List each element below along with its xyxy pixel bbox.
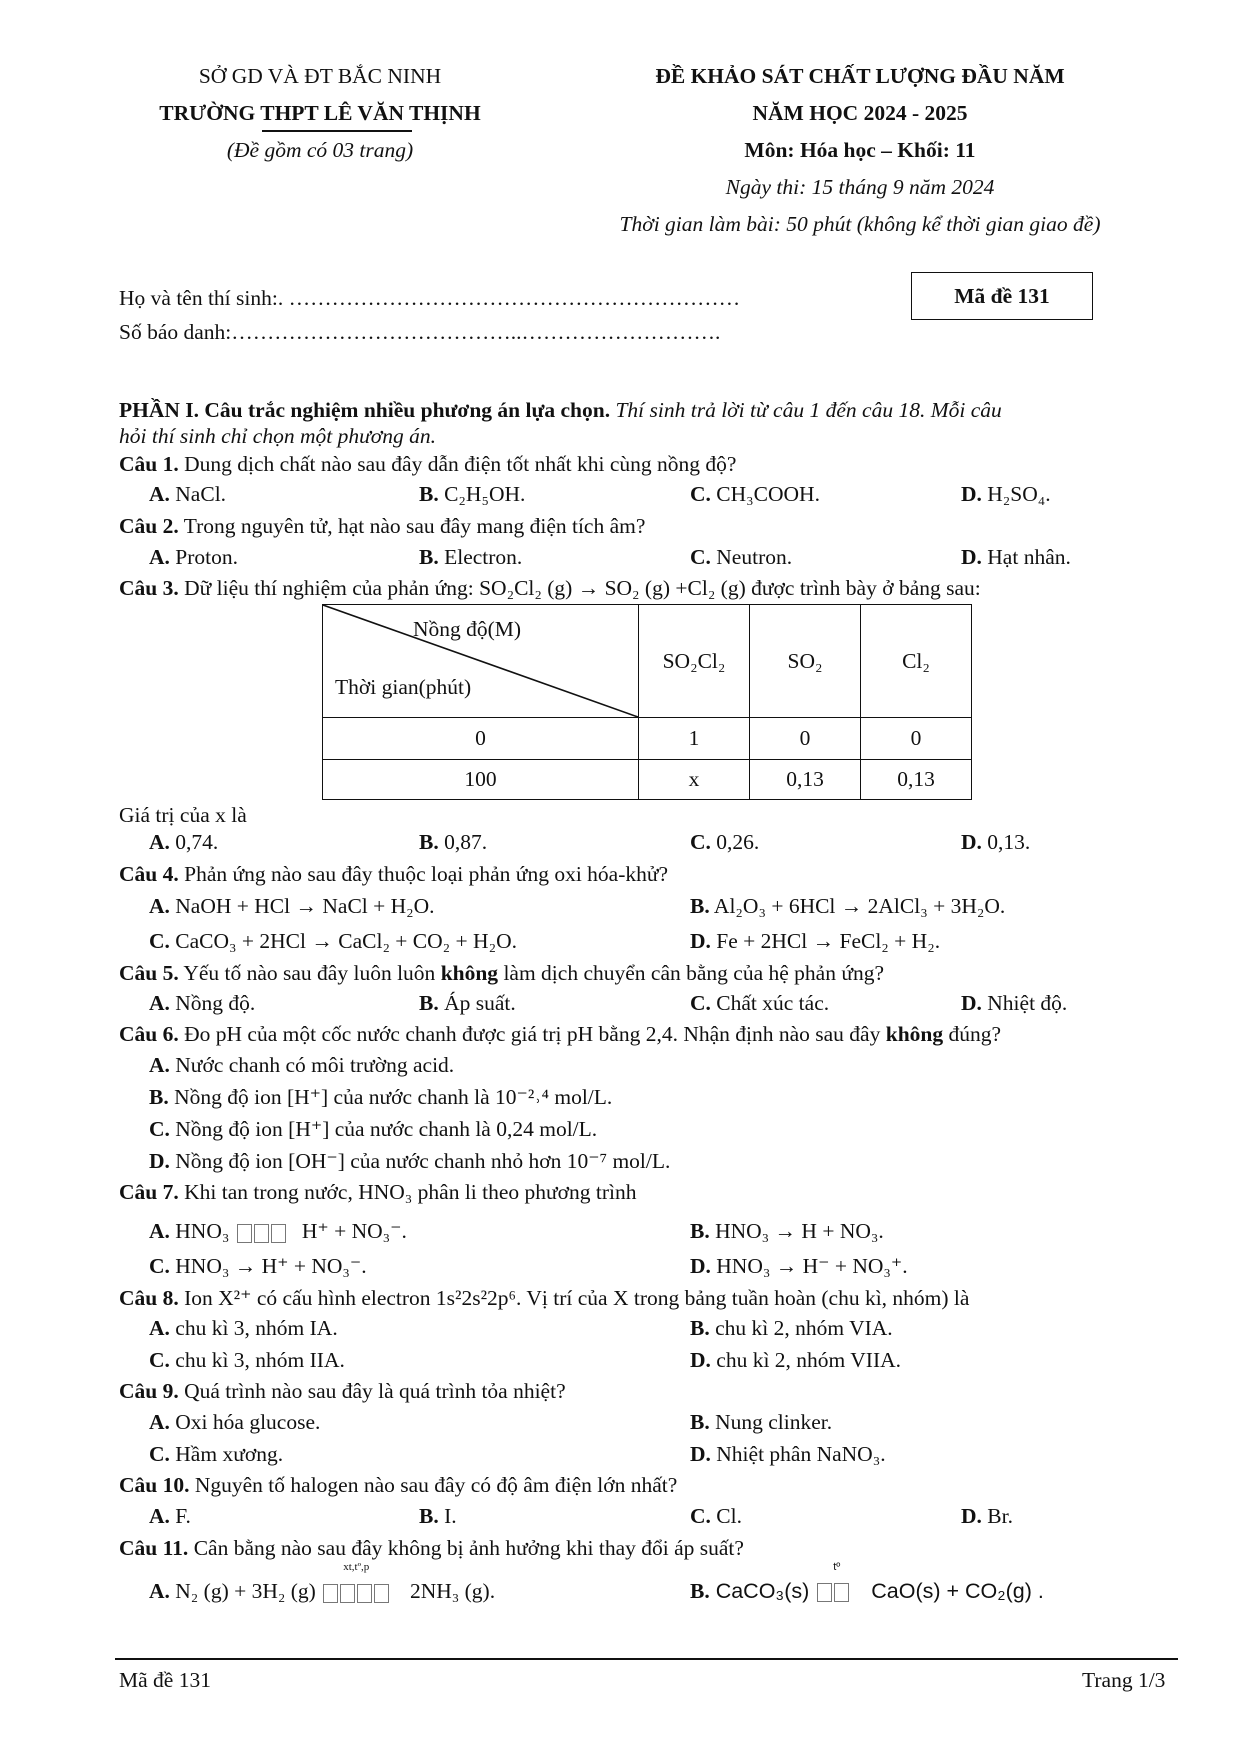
divider — [262, 130, 412, 132]
corner-top-label: Nồng độ(M) — [413, 617, 522, 641]
q10-option-c: C. Cl. — [690, 1504, 742, 1528]
department-name: SỞ GD VÀ ĐT BẮC NINH — [198, 64, 442, 88]
question-text: làm dịch chuyển cân bằng của hệ phản ứng? — [498, 961, 885, 985]
reaction-condition: tº — [833, 1561, 841, 1573]
q2-option-b: B. Electron. — [419, 545, 523, 569]
question-label: Câu 11. — [119, 1536, 189, 1560]
q11-option-a: A. N₂ (g) + 3H₂ (g) xt,tº,p 2NH₃ (g). — [149, 1561, 496, 1603]
question-label: Câu 4. — [119, 862, 179, 886]
equilibrium-arrow-icon — [374, 1584, 389, 1603]
table-cell: 0,13 — [750, 760, 861, 800]
q6-option-b: B. Nồng độ ion [H⁺] của nước chanh là 10⁻²˒⁴ mol/L. — [149, 1085, 613, 1109]
question-label: Câu 10. — [119, 1473, 190, 1497]
q9-option-a: A. Oxi hóa glucose. — [149, 1410, 321, 1434]
q3-option-b: B. 0,87. — [419, 830, 488, 854]
question-text: Đo pH của một cốc nước chanh được giá trị pH bằng 2,4. Nhận định nào sau đây — [184, 1022, 886, 1046]
table-row — [323, 718, 972, 760]
q1-option-d: D. H₂SO₄. — [961, 482, 1051, 506]
question-text: Dung dịch chất nào sau đây dẫn điện tốt nhất khi cùng nồng độ? — [184, 452, 737, 476]
q7-option-c: C. HNO₃ → H⁺ + NO₃⁻. — [149, 1254, 367, 1278]
question-text: Ion X²⁺ có cấu hình electron 1s²2s²2p⁶. Vị trí của X trong bảng tuần hoàn (chu kì, nhóm) là — [184, 1286, 970, 1310]
q8-option-a: A. chu kì 3, nhóm IA. — [149, 1316, 338, 1340]
footer-page-number: Trang 1/3 — [1082, 1668, 1166, 1692]
equilibrium-arrow-icon — [254, 1224, 269, 1243]
question-text: Yếu tố nào sau đây luôn luôn — [183, 961, 441, 985]
q3-option-c: C. 0,26. — [690, 830, 760, 854]
q6-option-d: D. Nồng độ ion [OH⁻] của nước chanh nhỏ hơn 10⁻⁷ mol/L. — [149, 1149, 671, 1173]
q5-option-d: D. Nhiệt độ. — [961, 991, 1068, 1015]
equilibrium-arrow-icon — [323, 1584, 338, 1603]
q2-option-c: C. Neutron. — [690, 545, 793, 569]
q1-option-c: C. CH₃COOH. — [690, 482, 820, 506]
q5-option-a: A. Nồng độ. — [149, 991, 256, 1015]
subject: Môn: Hóa học – Khối: 11 — [744, 138, 976, 162]
q2-option-a: A. Proton. — [149, 545, 238, 569]
q7-option-a: A. HNO₃ H⁺ + NO₃⁻. — [149, 1219, 407, 1243]
equilibrium-arrow-icon — [817, 1583, 832, 1602]
exam-date: Ngày thi: 15 tháng 9 năm 2024 — [725, 175, 995, 199]
q10-option-b: B. I. — [419, 1504, 457, 1528]
part1-heading — [119, 398, 1002, 423]
question-label: Câu 9. — [119, 1379, 179, 1403]
q3-option-d: D. 0,13. — [961, 830, 1031, 854]
q10-option-d: D. Br. — [961, 1504, 1013, 1528]
q8-option-b: B. chu kì 2, nhóm VIA. — [690, 1316, 893, 1340]
q11-option-b: B. CaCO₃(s) tº CaO(s) + CO₂(g) . — [690, 1561, 1044, 1603]
equilibrium-arrow-icon — [340, 1584, 355, 1603]
q7-option-d: D. HNO₃ → H⁻ + NO₃⁺. — [690, 1254, 908, 1278]
question-text: Phản ứng nào sau đây thuộc loại phản ứng oxi hóa-khử? — [184, 862, 669, 886]
q5-option-c: C. Chất xúc tác. — [690, 991, 830, 1015]
question-label: Câu 8. — [119, 1286, 179, 1310]
q4-option-b: B. Al₂O₃ + 6HCl → 2AlCl₃ + 3H₂O. — [690, 894, 1006, 918]
question-text: Cân bằng nào sau đây không bị ảnh hưởng khi thay đổi áp suất? — [193, 1536, 744, 1560]
table-header-cell: SO₂ — [750, 605, 861, 718]
table-cell: 0 — [323, 718, 639, 760]
corner-bottom-label: Thời gian(phút) — [335, 675, 472, 699]
table-cell: 100 — [323, 760, 639, 800]
question-10 — [119, 1473, 677, 1498]
equilibrium-arrow-icon — [271, 1224, 286, 1243]
q8-option-d: D. chu kì 2, nhóm VIIA. — [690, 1348, 902, 1372]
question-label: Câu 7. — [119, 1180, 179, 1204]
question-6 — [119, 1022, 1001, 1047]
question-text: Trong nguyên tử, hạt nào sau đây mang điện tích âm? — [183, 514, 646, 538]
table-row — [323, 760, 972, 800]
q10-option-a: A. F. — [149, 1504, 191, 1528]
q5-option-b: B. Áp suất. — [419, 991, 516, 1015]
q8-option-c: C. chu kì 3, nhóm IIA. — [149, 1348, 345, 1372]
q3-option-a: A. 0,74. — [149, 830, 219, 854]
table-header-cell: SO₂Cl₂ — [639, 605, 750, 718]
question-8 — [119, 1286, 969, 1311]
exam-duration: Thời gian làm bài: 50 phút (không kể thời gian giao đề) — [619, 212, 1101, 236]
school-name: TRƯỜNG THPT LÊ VĂN THỊNH — [159, 101, 481, 125]
q9-option-d: D. Nhiệt phân NaNO₃. — [690, 1442, 886, 1466]
question-text: Dữ liệu thí nghiệm của phản ứng: SO₂Cl₂ (g) → SO₂ (g) +Cl₂ (g) được trình bày ở bảng sau: — [184, 576, 981, 600]
question-label: Câu 1. — [119, 452, 179, 476]
q9-option-c: C. Hầm xương. — [149, 1442, 284, 1466]
q6-option-a: A. Nước chanh có môi trường acid. — [149, 1053, 455, 1077]
question-11 — [119, 1536, 744, 1561]
question-9 — [119, 1379, 566, 1404]
part1-instruction-cont: hỏi thí sinh chỉ chọn một phương án. — [119, 424, 437, 448]
q7-option-b: B. HNO₃ → H + NO₃. — [690, 1219, 884, 1243]
table-cell: 0 — [861, 718, 972, 760]
question-7 — [119, 1180, 637, 1205]
question-4 — [119, 862, 668, 887]
candidate-name-field: Họ và tên thí sinh:. ……………………………………………………… — [119, 286, 741, 310]
question-2 — [119, 514, 645, 539]
question-label: Câu 6. — [119, 1022, 179, 1046]
question-text: Nguyên tố halogen nào sau đây có độ âm điện lớn nhất? — [194, 1473, 678, 1497]
q1-option-b: B. C₂H₅OH. — [419, 482, 526, 506]
reaction-condition: xt,tº,p — [343, 1561, 370, 1573]
emphasis: không — [440, 961, 499, 985]
school-year: NĂM HỌC 2024 - 2025 — [752, 101, 968, 125]
question-text: Quá trình nào sau đây là quá trình tỏa nhiệt? — [184, 1379, 566, 1403]
footer-divider — [115, 1658, 1178, 1660]
question-label: Câu 3. — [119, 576, 179, 600]
q3-ask: Giá trị của x là — [119, 803, 247, 827]
emphasis: không — [885, 1022, 944, 1046]
q2-option-d: D. Hạt nhân. — [961, 545, 1071, 569]
table-corner-cell — [323, 605, 639, 718]
question-text: Khi tan trong nước, HNO₃ phân li theo phương trình — [184, 1180, 637, 1204]
concentration-table — [322, 604, 972, 800]
candidate-id-field: Số báo danh:…………………………………..………………………. — [119, 320, 721, 344]
table-cell: 0 — [750, 718, 861, 760]
q4-option-c: C. CaCO₃ + 2HCl → CaCl₂ + CO₂ + H₂O. — [149, 929, 517, 953]
table-cell: 1 — [639, 718, 750, 760]
q1-option-a: A. NaCl. — [149, 482, 227, 506]
table-header-cell: Cl₂ — [861, 605, 972, 718]
q4-option-a: A. NaOH + HCl → NaCl + H₂O. — [149, 894, 435, 918]
footer-exam-code: Mã đề 131 — [119, 1668, 211, 1692]
question-3 — [119, 576, 981, 601]
page-count-note: (Đề gồm có 03 trang) — [226, 138, 414, 162]
question-text: đúng? — [943, 1022, 1002, 1046]
q4-option-d: D. Fe + 2HCl → FeCl₂ + H₂. — [690, 929, 941, 953]
exam-title: ĐỀ KHẢO SÁT CHẤT LƯỢNG ĐẦU NĂM — [655, 64, 1065, 88]
exam-header — [560, 58, 1160, 243]
question-label: Câu 5. — [119, 961, 179, 985]
question-1 — [119, 452, 736, 477]
question-5 — [119, 961, 884, 986]
exam-code-box: Mã đề 131 — [911, 272, 1093, 320]
school-header — [110, 58, 530, 169]
q9-option-b: B. Nung clinker. — [690, 1410, 833, 1434]
table-cell: 0,13 — [861, 760, 972, 800]
equilibrium-arrow-icon — [357, 1584, 372, 1603]
part1-instruction: Thí sinh trả lời từ câu 1 đến câu 18. Mỗi câu — [615, 398, 1002, 422]
question-label: Câu 2. — [119, 514, 179, 538]
table-cell: x — [639, 760, 750, 800]
part1-title: PHẦN I. Câu trắc nghiệm nhiều phương án lựa chọn. — [119, 398, 611, 422]
q6-option-c: C. Nồng độ ion [H⁺] của nước chanh là 0,24 mol/L. — [149, 1117, 598, 1141]
equilibrium-arrow-icon — [237, 1224, 252, 1243]
equilibrium-arrow-icon — [834, 1583, 849, 1602]
